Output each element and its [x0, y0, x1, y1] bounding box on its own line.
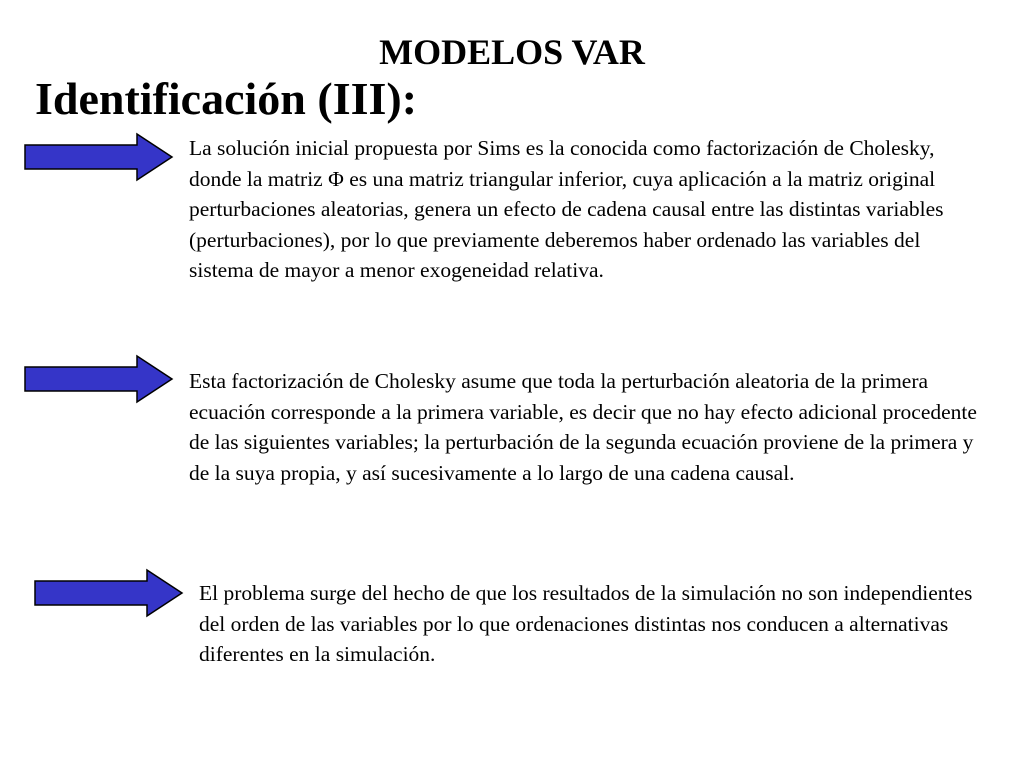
right-arrow-icon	[22, 354, 174, 404]
slide-title: MODELOS VAR	[379, 32, 645, 72]
bullet-text: Esta factorización de Cholesky asume que toda la perturbación aleatoria de la primera ecuación corresponde a la primera variable, es decir que no hay efecto adicional procedente de las siguientes variables; la perturbación de la segunda ecuación proviene de la primera y de la suya propia, y así sucesivamente a lo largo de una cadena causal.	[189, 369, 977, 485]
right-arrow-icon	[22, 132, 174, 182]
right-arrow-icon	[32, 568, 184, 618]
slide-subtitle: Identificación (III):	[35, 73, 418, 124]
bullet-text: El problema surge del hecho de que los resultados de la simulación no son independientes del orden de las variables por lo que ordenaciones distintas nos conducen a alternativas diferentes en la simulación.	[199, 581, 973, 666]
bullet-text: La solución inicial propuesta por Sims es la conocida como factorización de Cholesky, donde la matriz Φ es una matriz triangular inferior, cuya aplicación a la matriz original perturbaciones aleatorias, genera un efecto de cadena causal entre las distintas variables (perturbaciones), por lo que previamente deberemos haber ordenado las variables del sistema de mayor a menor exogeneidad relativa.	[189, 136, 944, 282]
